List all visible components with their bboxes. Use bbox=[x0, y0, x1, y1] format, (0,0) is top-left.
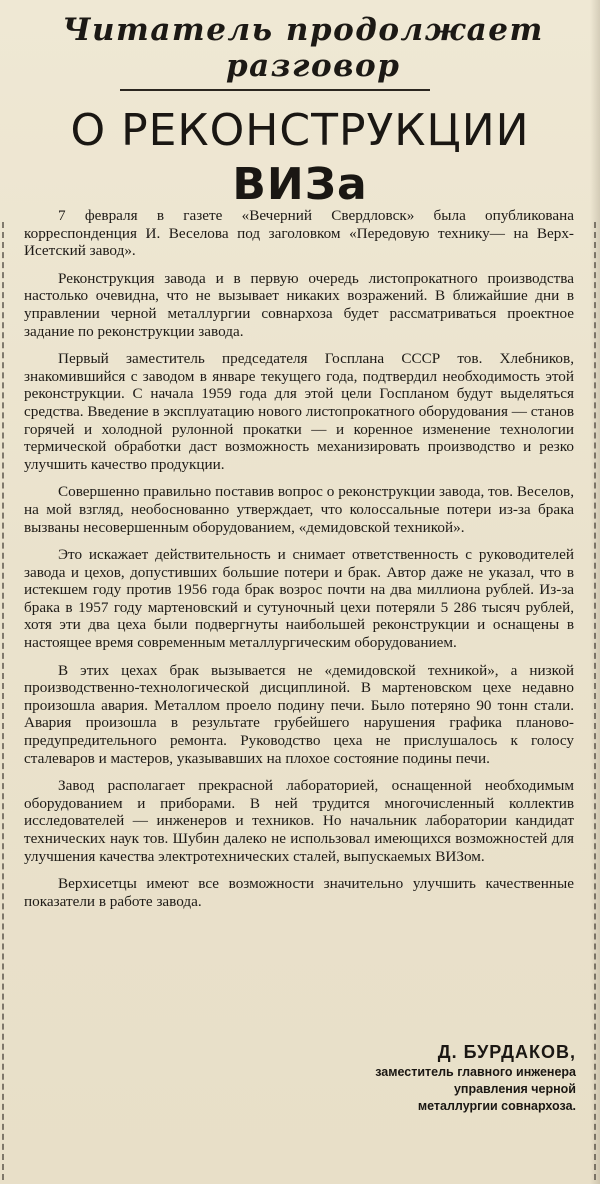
rubric-line-1: Читатель продолжает bbox=[62, 12, 544, 48]
headline-line-1: О РЕКОНСТРУКЦИИ bbox=[70, 105, 530, 156]
rubric-underline bbox=[120, 89, 430, 91]
author-name: Д. БУРДАКОВ, bbox=[437, 1042, 576, 1062]
article-body bbox=[24, 207, 574, 920]
paragraph: Верхисетцы имеют все возможности значительно улучшить качественные показатели в работе завода. bbox=[24, 875, 574, 910]
author-title-line: заместитель главного инженера bbox=[375, 1065, 576, 1079]
paragraph: Завод располагает прекрасной лабораторией, оснащенной необходимым оборудованием и приборами. В ней трудится многочисленный коллектив исследователей — инженеров и техников. Но начальник лаборатории кандидат технических наук тов. Шубин далеко не использовал имеющихся возможностей для улучшения качества электротехнических сталей, выпускаемых ВИЗом. bbox=[24, 777, 574, 865]
paragraph: Совершенно правильно поставив вопрос о реконструкции завода, тов. Веселов, на мой взгляд, необоснованно утверждает, что колоссальные потери из-за брака вызваны несовершенным оборудованием, «демидовской техникой». bbox=[24, 483, 574, 536]
paragraph: 7 февраля в газете «Вечерний Свердловск» была опубликована корреспонденция И. Веселова под заголовком «Передовую технику— на Верх-Исетский завод». bbox=[24, 207, 574, 260]
author-title-line: металлургии совнархоза. bbox=[417, 1099, 576, 1113]
paragraph: Первый заместитель председателя Госплана СССР тов. Хлебников, знакомившийся с заводом в январе текущего года, подтвердил необходимость этой реконструкции. С начала 1959 года для этой цели Госпланом будут выделяться средства. Введение в эксплуатацию нового листопрокатного оборудования — станов горячей и холодной рулонной прокатки — и коренное изменение технологии термической обработки даст возможность механизировать производство и резко улучшить качество продукции. bbox=[24, 350, 574, 473]
headline-line-2: ВИЗа bbox=[232, 159, 368, 210]
paragraph: В этих цехах брак вызывается не «демидовской техникой», а низкой производственно-технологической дисциплиной. В мартеновском цехе недавно произошла авария. Металлом проело подину печи. Было потеряно 90 тонн стали. Авария произошла в результате грубейшего нарушения графика планово-предупредительного ремонта. Руководство цеха не прислушалось к голосу сталеваров и мастеров, указывавших на плохое состояние подины печи. bbox=[24, 661, 574, 767]
paragraph: Реконструкция завода и в первую очередь листопрокатного производства настолько очевидна, что не вызывает никаких возражений. В ближайшие дни в управлении черной металлургии совнархоза будет рассматриваться проектное задание по реконструкции завода. bbox=[24, 269, 574, 340]
rubric-heading bbox=[28, 12, 578, 84]
author-title-line: управления черной bbox=[453, 1082, 576, 1096]
author-signature bbox=[256, 1040, 576, 1115]
article-headline bbox=[20, 104, 580, 212]
paragraph: Это искажает действительность и снимает ответственность с руководителей завода и цехов, допустивших большие потери и брак. Автор даже не указал, что в истекшем году против 1956 года брак возрос почти на два миллиона рублей. Из-за брака в 1957 году мартеновский и сутуночный цехи потеряли 5 286 тысяч рублей, хотя эти два цеха были подвергнуты наибольшей реконструкции и оснащены в настоящее время современным металлургическим оборудованием. bbox=[24, 546, 574, 652]
rubric-line-2: разговор bbox=[226, 48, 401, 84]
